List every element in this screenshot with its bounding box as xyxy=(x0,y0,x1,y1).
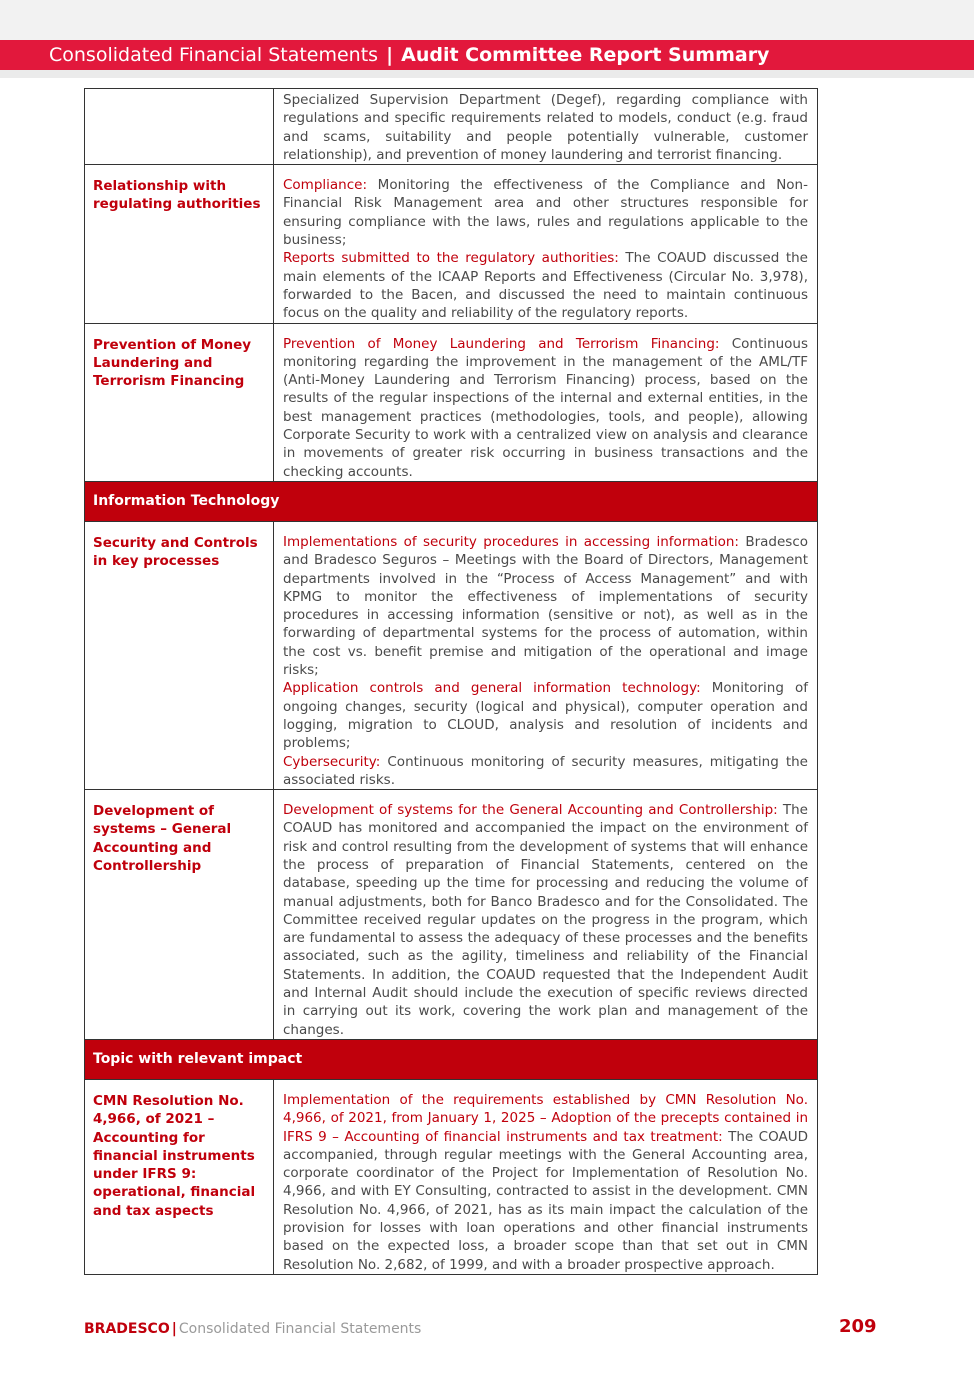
topic-cell: Relationship with regulating authorities xyxy=(85,165,274,323)
paragraph-lead: Compliance: xyxy=(283,177,368,194)
paragraph-text: Monitoring of ongoing changes, security (logical and physical), computer operation and logging, migration to CLOUD, analysis and resolution of incidents and problems; xyxy=(283,680,808,752)
paragraph-text: Specialized Supervision Department (Degef), regarding compliance with regulations and specific requirements related to models, conduct (e.g. fraud and scams, suitability and people potentially vulnerable, customer relationship), and prevention of money laundering and terrorist financing. xyxy=(283,92,808,163)
table-row xyxy=(85,165,818,323)
description-paragraph xyxy=(283,753,808,790)
description-paragraph xyxy=(283,1091,808,1274)
topic-cell: Prevention of Money Laundering and Terrorism Financing xyxy=(85,323,274,481)
description-cell xyxy=(274,1079,818,1274)
paragraph-text: The COAUD discussed the main elements of the ICAAP Reports and Effectiveness (Circular No. 3,978), forwarded to the Bacen, and discussed the need to maintain continuous focus on the quality and reliability of the regulatory reports. xyxy=(283,250,808,322)
paragraph-lead: Reports submitted to the regulatory authorities: xyxy=(283,250,619,267)
section-title-information-technology: Information Technology xyxy=(85,481,818,521)
paragraph-text: Continuous monitoring of security measures, mitigating the associated risks. xyxy=(283,753,808,788)
description-paragraph xyxy=(283,335,808,481)
header-separator: | xyxy=(386,44,394,66)
paragraph-text: Monitoring the effectiveness of the Compliance and Non-Financial Risk Management area and other structures responsible for ensuring compliance with the laws, rules and regulations applicable to the business; xyxy=(283,177,808,249)
description-paragraph xyxy=(283,679,808,752)
topic-cell: Development of systems – General Accounting and Controllership xyxy=(85,790,274,1040)
top-strip xyxy=(0,0,974,40)
section-header-row xyxy=(85,1039,818,1079)
paragraph-text: Continuous monitoring regarding the improvement in the management of the AML/TF (Anti-Money Laundering and Terrorism Financing) process, based on the results of the regular inspections of the internal and external entities, in the best management practices (methodologies, tools, and people), allowing Corporate Security to work with a centralized view on analysis and clearance in movements of greater risk occurring in business transactions and the checking accounts. xyxy=(283,335,808,480)
table-row xyxy=(85,323,818,481)
paragraph-lead: Application controls and general information technology: xyxy=(283,680,701,697)
header-shadow xyxy=(0,70,974,78)
description-cell xyxy=(274,89,818,165)
table-row xyxy=(85,1079,818,1274)
section-header-row xyxy=(85,481,818,521)
description-paragraph xyxy=(283,249,808,322)
description-cell xyxy=(274,323,818,481)
table-row xyxy=(85,89,818,165)
description-paragraph xyxy=(283,91,808,164)
description-cell xyxy=(274,790,818,1040)
page-header xyxy=(49,42,769,68)
footer-brand: BRADESCO xyxy=(84,1321,170,1337)
footer-document-title: Consolidated Financial Statements xyxy=(178,1321,422,1337)
header-section-title: Audit Committee Report Summary xyxy=(401,44,770,66)
paragraph-lead: Prevention of Money Laundering and Terrorism Financing: xyxy=(283,335,720,352)
audit-report-table xyxy=(84,88,818,1275)
section-title-topic-relevant-impact: Topic with relevant impact xyxy=(85,1039,818,1079)
topic-cell: CMN Resolution No. 4,966, of 2021 – Accounting for financial instruments under IFRS 9: operational, financial and tax aspects xyxy=(85,1079,274,1274)
paragraph-lead: Implementations of security procedures in accessing information: xyxy=(283,533,739,550)
page-number: 209 xyxy=(839,1316,877,1337)
paragraph-lead: Cybersecurity: xyxy=(283,753,381,770)
description-paragraph xyxy=(283,801,808,1039)
footer-separator: | xyxy=(171,1321,177,1337)
description-cell xyxy=(274,165,818,323)
page-footer xyxy=(84,1319,421,1339)
paragraph-text: Bradesco and Bradesco Seguros – Meetings with the Board of Directors, Management departments involved in the “Process of Access Management” and with KPMG to monitor the effectiveness of implementations of security procedures in accessing information (sensitive or not), as well as in the forwarding of departmental systems for the process of automation, within the cost vs. benefit premise and mitigation of the operational and image risks; xyxy=(283,533,809,679)
paragraph-text: The COAUD has monitored and accompanied the impact on the environment of risk and control resulting from the development of systems that will enhance the process of preparation of Financial Statements, centered on the database, speeding up the time for processing and reducing the volume of manual adjustments, both for Banco Bradesco and for the Consolidated. The Committee received regular updates on the progress in the program, which are fundamental to assess the adequacy of these processes and the benefits associated, such as the agility, timeliness and reliability of the Financial Statements. In addition, the COAUD requested that the Independent Audit and Internal Audit should include the execution of specific reviews directed in carrying out its work, covering the work plan and management of the changes. xyxy=(283,802,808,1038)
topic-cell: Security and Controls in key processes xyxy=(85,521,274,789)
paragraph-lead: Implementation of the requirements established by CMN Resolution No. 4,966, of 2021, from January 1, 2025 – Adoption of the precepts contained in IFRS 9 – Accounting of financial instruments and tax treatment: xyxy=(283,1091,808,1145)
topic-cell xyxy=(85,89,274,165)
table-row xyxy=(85,790,818,1040)
description-paragraph xyxy=(283,176,808,249)
description-paragraph xyxy=(283,533,808,679)
paragraph-lead: Development of systems for the General Accounting and Controllership: xyxy=(283,802,778,819)
paragraph-text: The COAUD accompanied, through regular meetings with the General Accounting area, corporate coordinator of the Project for Implementation of Resolution No. 4,966, and with EY Consulting, contracted to assist in the development. CMN Resolution No. 4,966, of 2021, has as its main impact the calculation of the provision for losses with loan operations and other financial instruments based on the expected loss, a broader scope than that set out in CMN Resolution No. 2,682, of 1999, and with a broader prospective approach. xyxy=(283,1128,808,1273)
table-row xyxy=(85,521,818,789)
header-document-title: Consolidated Financial Statements xyxy=(49,44,379,66)
description-cell xyxy=(274,521,818,789)
